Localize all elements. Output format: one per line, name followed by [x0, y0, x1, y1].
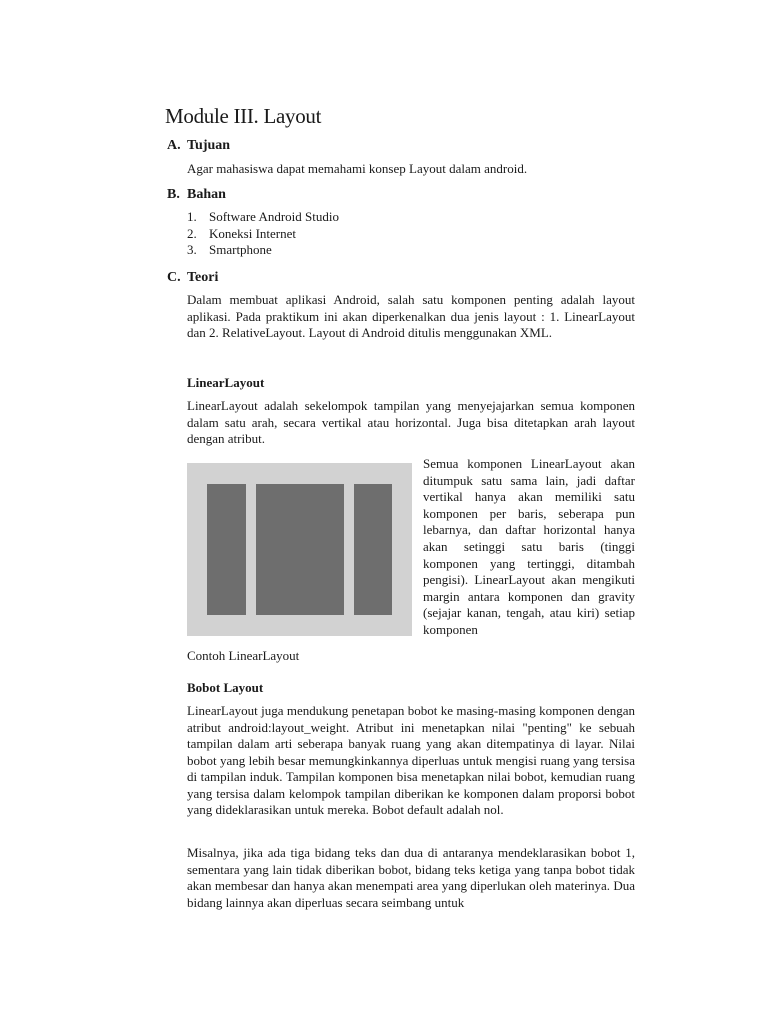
- linearlayout-heading: LinearLayout: [187, 375, 265, 390]
- section-c-letter: C.: [167, 270, 181, 285]
- linearlayout-side-text: Semua komponen LinearLayout akan ditumpuk satu sama lain, jadi daftar vertikal hanya akan memiliki satu komponen per baris, seberapa pun lebarnya, dan daftar horizontal hanya akan setinggi satu baris (tinggi komponen yang tertinggi, ditambah pengisi). LinearLayout akan mengikuti margin antara komponen dan gravity (sejajar kanan, tengah, atau kiri) setiap komponen: [423, 456, 635, 637]
- list-item-number: 1.: [187, 209, 197, 224]
- figure-bar-middle: [256, 484, 344, 615]
- section-a-letter: A.: [167, 138, 181, 153]
- figure-caption: Contoh LinearLayout: [187, 648, 300, 663]
- list-item-label: Smartphone: [209, 242, 272, 258]
- linearlayout-text: LinearLayout adalah sekelompok tampilan yang menyejajarkan semua komponen dalam satu arah, secara vertikal atau horizontal. Juga bisa ditetapkan arah layout dengan atribut.: [187, 398, 635, 446]
- figure-bar-right: [354, 484, 392, 615]
- section-b-letter: B.: [167, 187, 180, 202]
- section-b-heading: [167, 186, 226, 204]
- bobot-layout-text-1: LinearLayout juga mendukung penetapan bobot ke masing-masing komponen dengan atribut android:layout_weight. Atribut ini menetapkan nilai "penting" ke sebuah tampilan dalam arti seberapa banyak ruang yang akan ditempatinya di layar. Nilai bobot yang lebih besar memungkinkannya diperluas untuk mengisi ruang yang tersisa di tampilan induk. Tampilan komponen bisa menetapkan nilai bobot, kemudian ruang yang tersisa dalam kelompok tampilan diberikan ke komponen dalam proporsi bobot yang dideklarasikan untuk mereka. Bobot default adalah nol.: [187, 703, 635, 817]
- list-item: [187, 242, 339, 259]
- list-item-number: 2.: [187, 225, 197, 241]
- list-item: [187, 226, 339, 243]
- materials-list: [187, 209, 339, 259]
- bobot-layout-heading: Bobot Layout: [187, 680, 264, 695]
- figure-bar-left: [207, 484, 246, 615]
- section-a-heading: [167, 137, 230, 155]
- section-c-heading: [167, 269, 218, 287]
- list-item-number: 3.: [187, 242, 197, 258]
- section-c-intro: Dalam membuat aplikasi Android, salah satu komponen penting adalah layout aplikasi. Pada praktikum ini akan diperkenalkan dua jenis layout : 1. LinearLayout dan 2. RelativeLayout. Layout di Android ditulis menggunakan XML.: [187, 292, 635, 340]
- list-item-label: Software Android Studio: [209, 209, 339, 224]
- section-c-title: Teori: [187, 270, 219, 285]
- list-item: [187, 209, 339, 226]
- module-title: Module III. Layout: [165, 104, 322, 128]
- linearlayout-figure: [187, 463, 412, 636]
- section-b-title: Bahan: [187, 187, 226, 202]
- section-a-title: Tujuan: [187, 138, 231, 153]
- bobot-layout-text-2: Misalnya, jika ada tiga bidang teks dan dua di antaranya mendeklarasikan bobot 1, sementara yang lain tidak diberikan bobot, bidang teks ketiga yang tanpa bobot tidak akan membesar dan hanya akan menempati area yang diperlukan oleh materinya. Dua bidang lainnya akan diperluas secara seimbang untuk: [187, 845, 635, 910]
- section-a-text: Agar mahasiswa dapat memahami konsep Layout dalam android.: [187, 161, 528, 176]
- list-item-label: Koneksi Internet: [209, 225, 297, 241]
